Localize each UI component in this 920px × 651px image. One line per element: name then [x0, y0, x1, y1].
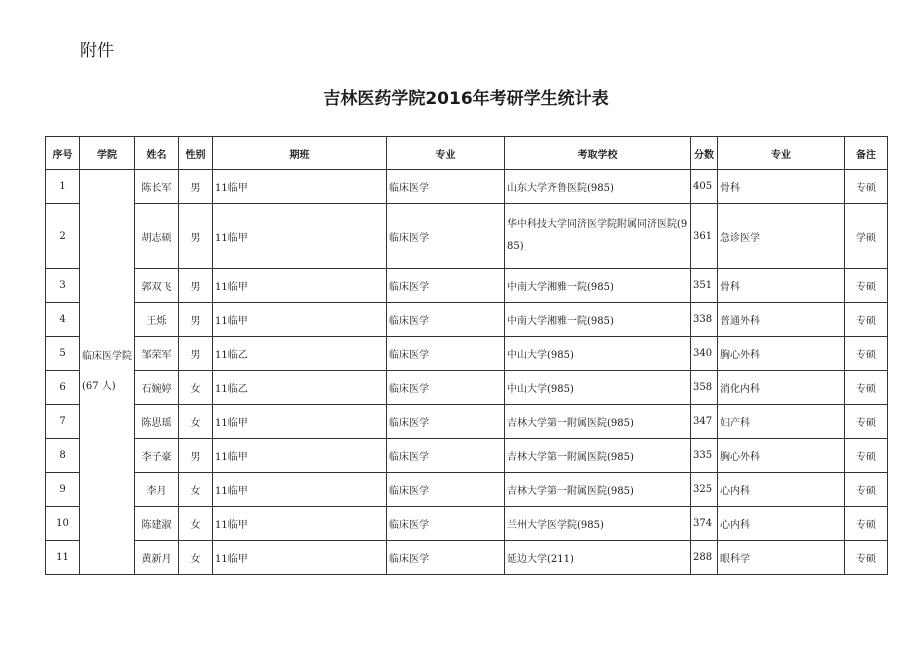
row-target-major: 心内科 [718, 473, 845, 507]
row-gender: 女 [179, 405, 213, 439]
row-target-major: 妇产科 [718, 405, 845, 439]
row-name: 李月 [135, 473, 179, 507]
row-score: 361 [691, 204, 718, 269]
row-name: 黄新月 [135, 541, 179, 575]
row-name: 邹荣军 [135, 337, 179, 371]
row-no: 6 [46, 371, 80, 405]
row-note: 专硕 [845, 269, 888, 303]
page-title: 吉林医药学院2016年考研学生统计表 [323, 89, 609, 109]
row-score: 374 [691, 507, 718, 541]
header-note: 备注 [845, 137, 888, 170]
row-name: 胡志硕 [135, 204, 179, 269]
row-note: 专硕 [845, 170, 888, 204]
row-gender: 男 [179, 337, 213, 371]
row-gender: 男 [179, 170, 213, 204]
row-school: 兰州大学医学院(985) [505, 507, 691, 541]
row-gender: 女 [179, 507, 213, 541]
row-school: 中南大学湘雅一院(985) [505, 269, 691, 303]
row-gender: 男 [179, 269, 213, 303]
row-major: 临床医学 [387, 269, 505, 303]
row-gender: 男 [179, 204, 213, 269]
row-note: 专硕 [845, 541, 888, 575]
row-gender: 男 [179, 303, 213, 337]
table-row [46, 507, 888, 541]
row-no: 2 [46, 204, 80, 269]
table-row [46, 170, 888, 204]
header-row [46, 137, 888, 170]
row-gender: 男 [179, 439, 213, 473]
row-class: 11临甲 [213, 269, 387, 303]
row-school: 延边大学(211) [505, 541, 691, 575]
row-no: 1 [46, 170, 80, 204]
row-school: 中南大学湘雅一院(985) [505, 303, 691, 337]
row-major: 临床医学 [387, 473, 505, 507]
row-major: 临床医学 [387, 170, 505, 204]
row-score: 338 [691, 303, 718, 337]
row-target-major: 胸心外科 [718, 337, 845, 371]
header-school: 考取学校 [505, 137, 691, 170]
row-target-major: 普通外科 [718, 303, 845, 337]
header-score: 分数 [691, 137, 718, 170]
row-major: 临床医学 [387, 204, 505, 269]
row-note: 专硕 [845, 473, 888, 507]
row-note: 专硕 [845, 303, 888, 337]
row-no: 9 [46, 473, 80, 507]
row-name: 王烁 [135, 303, 179, 337]
row-note: 学硕 [845, 204, 888, 269]
table-body [46, 170, 888, 575]
table-row [46, 337, 888, 371]
row-major: 临床医学 [387, 541, 505, 575]
row-no: 11 [46, 541, 80, 575]
row-school: 吉林大学第一附属医院(985) [505, 473, 691, 507]
row-school: 中山大学(985) [505, 337, 691, 371]
row-school: 中山大学(985) [505, 371, 691, 405]
header-no: 序号 [46, 137, 80, 170]
row-name: 石婉婷 [135, 371, 179, 405]
header-class: 期班 [213, 137, 387, 170]
row-class: 11临乙 [213, 337, 387, 371]
row-no: 8 [46, 439, 80, 473]
row-note: 专硕 [845, 371, 888, 405]
header-major: 专业 [387, 137, 505, 170]
attachment-label: 附件 [80, 41, 114, 61]
table-row [46, 204, 888, 269]
row-major: 临床医学 [387, 371, 505, 405]
college-count: (67 人) [82, 381, 116, 392]
row-score: 325 [691, 473, 718, 507]
row-score: 288 [691, 541, 718, 575]
row-name: 陈思瑶 [135, 405, 179, 439]
header-gender: 性别 [179, 137, 213, 170]
row-score: 358 [691, 371, 718, 405]
row-note: 专硕 [845, 439, 888, 473]
row-note: 专硕 [845, 405, 888, 439]
row-gender: 女 [179, 541, 213, 575]
row-score: 405 [691, 170, 718, 204]
row-name: 陈建淑 [135, 507, 179, 541]
statistics-table [45, 136, 888, 575]
row-note: 专硕 [845, 337, 888, 371]
row-target-major: 消化内科 [718, 371, 845, 405]
table-row [46, 371, 888, 405]
row-major: 临床医学 [387, 303, 505, 337]
row-class: 11临甲 [213, 303, 387, 337]
row-school: 吉林大学第一附属医院(985) [505, 439, 691, 473]
header-target-major: 专业 [718, 137, 845, 170]
row-no: 10 [46, 507, 80, 541]
row-no: 3 [46, 269, 80, 303]
row-class: 11临甲 [213, 439, 387, 473]
row-target-major: 胸心外科 [718, 439, 845, 473]
row-score: 335 [691, 439, 718, 473]
row-class: 11临甲 [213, 405, 387, 439]
row-class: 11临甲 [213, 473, 387, 507]
row-class: 11临甲 [213, 204, 387, 269]
table-row [46, 269, 888, 303]
row-target-major: 眼科学 [718, 541, 845, 575]
row-score: 351 [691, 269, 718, 303]
row-score: 340 [691, 337, 718, 371]
row-major: 临床医学 [387, 405, 505, 439]
college-cell [80, 170, 135, 575]
table-row [46, 541, 888, 575]
row-school: 华中科技大学同济医学院附属同济医院(985) [505, 204, 691, 269]
row-target-major: 骨科 [718, 269, 845, 303]
row-class: 11临甲 [213, 507, 387, 541]
table-header [46, 137, 888, 170]
row-no: 4 [46, 303, 80, 337]
row-target-major: 心内科 [718, 507, 845, 541]
row-no: 5 [46, 337, 80, 371]
row-major: 临床医学 [387, 337, 505, 371]
table-row [46, 303, 888, 337]
row-school: 山东大学齐鲁医院(985) [505, 170, 691, 204]
row-target-major: 骨科 [718, 170, 845, 204]
row-class: 11临甲 [213, 170, 387, 204]
table-row [46, 439, 888, 473]
row-class: 11临乙 [213, 371, 387, 405]
row-school: 吉林大学第一附属医院(985) [505, 405, 691, 439]
row-target-major: 急诊医学 [718, 204, 845, 269]
row-name: 陈长军 [135, 170, 179, 204]
header-college: 学院 [80, 137, 135, 170]
row-note: 专硕 [845, 507, 888, 541]
row-score: 347 [691, 405, 718, 439]
table-row [46, 473, 888, 507]
row-name: 李子豪 [135, 439, 179, 473]
row-class: 11临甲 [213, 541, 387, 575]
row-name: 郭双飞 [135, 269, 179, 303]
college-name: 临床医学院 [82, 351, 132, 362]
row-gender: 女 [179, 473, 213, 507]
row-gender: 女 [179, 371, 213, 405]
table-row [46, 405, 888, 439]
header-name: 姓名 [135, 137, 179, 170]
row-no: 7 [46, 405, 80, 439]
row-major: 临床医学 [387, 439, 505, 473]
row-major: 临床医学 [387, 507, 505, 541]
